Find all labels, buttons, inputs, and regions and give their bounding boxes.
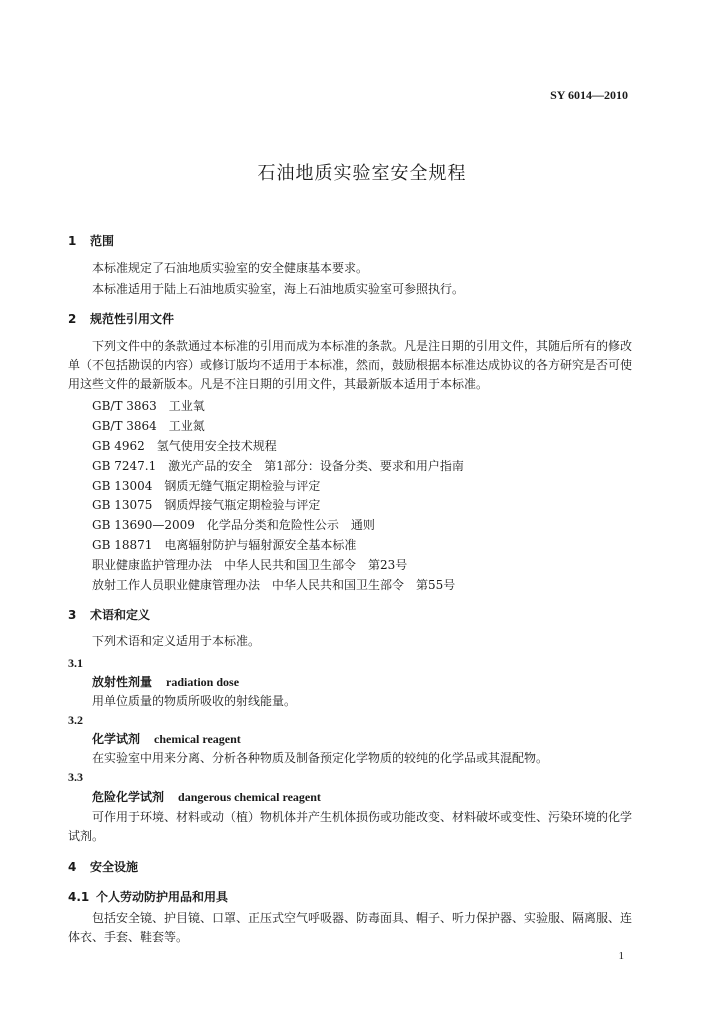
section-title: 术语和定义: [90, 608, 151, 622]
section-2-heading: [68, 310, 174, 327]
section-2-intro: 下列文件中的条款通过本标准的引用而成为本标准的条款。凡是注日期的引用文件，其随后所有的修改单（不包括勘误的内容）或修订版均不适用于本标准，然而，鼓励根据本标准达成协议的各方研究是否可使用这些文件的最新版本。凡是不注日期的引用文件，其最新版本适用于本标准。: [68, 339, 633, 391]
reference-item: GB 18871 电离辐射防护与辐射源安全基本标准: [92, 538, 357, 552]
subsection-number: 4.1: [68, 890, 90, 904]
section-1-heading: [68, 232, 114, 249]
term-definition: 用单位质量的物质所吸收的射线能量。: [92, 694, 297, 708]
term-english: dangerous chemical reagent: [178, 790, 321, 804]
term-chinese: 放射性剂量: [92, 675, 153, 689]
subsection-4-1-text: 包括安全镜、护目镜、口罩、正压式空气呼吸器、防毒面具、帽子、听力保护器、实验服、隔离服、连体衣、手套、鞋套等。: [68, 911, 633, 944]
term-number: 3.3: [68, 770, 83, 784]
term-number: 3.1: [68, 656, 83, 670]
term-number: 3.2: [68, 713, 83, 727]
term-english: radiation dose: [166, 675, 240, 689]
subsection-title: 个人劳动防护用品和用具: [96, 890, 229, 904]
section-1-paragraph: 本标准适用于陆上石油地质实验室，海上石油地质实验室可参照执行。: [92, 282, 465, 296]
reference-item: GB 7247.1 激光产品的安全 第1部分：设备分类、要求和用户指南: [92, 459, 464, 473]
section-number: 1: [68, 234, 77, 248]
reference-item: GB/T 3863 工业氧: [92, 399, 205, 413]
section-4-heading: [68, 858, 138, 875]
reference-item: GB 13004 钢质无缝气瓶定期检验与评定: [92, 479, 321, 493]
reference-item: GB 13690—2009 化学品分类和危险性公示 通则: [92, 518, 375, 532]
reference-item: GB 4962 氢气使用安全技术规程: [92, 439, 277, 453]
page-number: 1: [618, 950, 624, 962]
standard-code: SY 6014—2010: [550, 88, 628, 102]
section-title: 范围: [90, 234, 115, 248]
section-number: 4: [68, 860, 77, 874]
reference-item: GB 13075 钢质焊接气瓶定期检验与评定: [92, 498, 321, 512]
subsection-4-1-heading: [68, 888, 228, 905]
section-3-intro: 下列术语和定义适用于本标准。: [92, 634, 261, 648]
reference-item: GB/T 3864 工业氮: [92, 419, 205, 433]
section-title: 安全设施: [90, 860, 139, 874]
term-heading: [92, 788, 321, 805]
section-number: 3: [68, 608, 77, 622]
term-heading: [92, 673, 239, 690]
term-english: chemical reagent: [154, 732, 241, 746]
term-definition: 在实验室中用来分离、分析各种物质及制备预定化学物质的较纯的化学品或其混配物。: [92, 751, 549, 765]
section-title: 规范性引用文件: [90, 312, 175, 326]
term-definition: 可作用于环境、材料或动（植）物机体并产生机体损伤或功能改变、材料破坏或变性、污染环境的化学试剂。: [68, 810, 633, 843]
section-number: 2: [68, 312, 77, 326]
term-chinese: 危险化学试剂: [92, 790, 165, 804]
term-chinese: 化学试剂: [92, 732, 141, 746]
term-heading: [92, 730, 241, 747]
reference-item: 放射工作人员职业健康管理办法 中华人民共和国卫生部令 第55号: [92, 578, 456, 592]
section-3-heading: [68, 606, 150, 623]
section-1-paragraph: 本标准规定了石油地质实验室的安全健康基本要求。: [92, 261, 369, 275]
document-title: 石油地质实验室安全规程: [257, 163, 467, 184]
reference-item: 职业健康监护管理办法 中华人民共和国卫生部令 第23号: [92, 558, 408, 572]
